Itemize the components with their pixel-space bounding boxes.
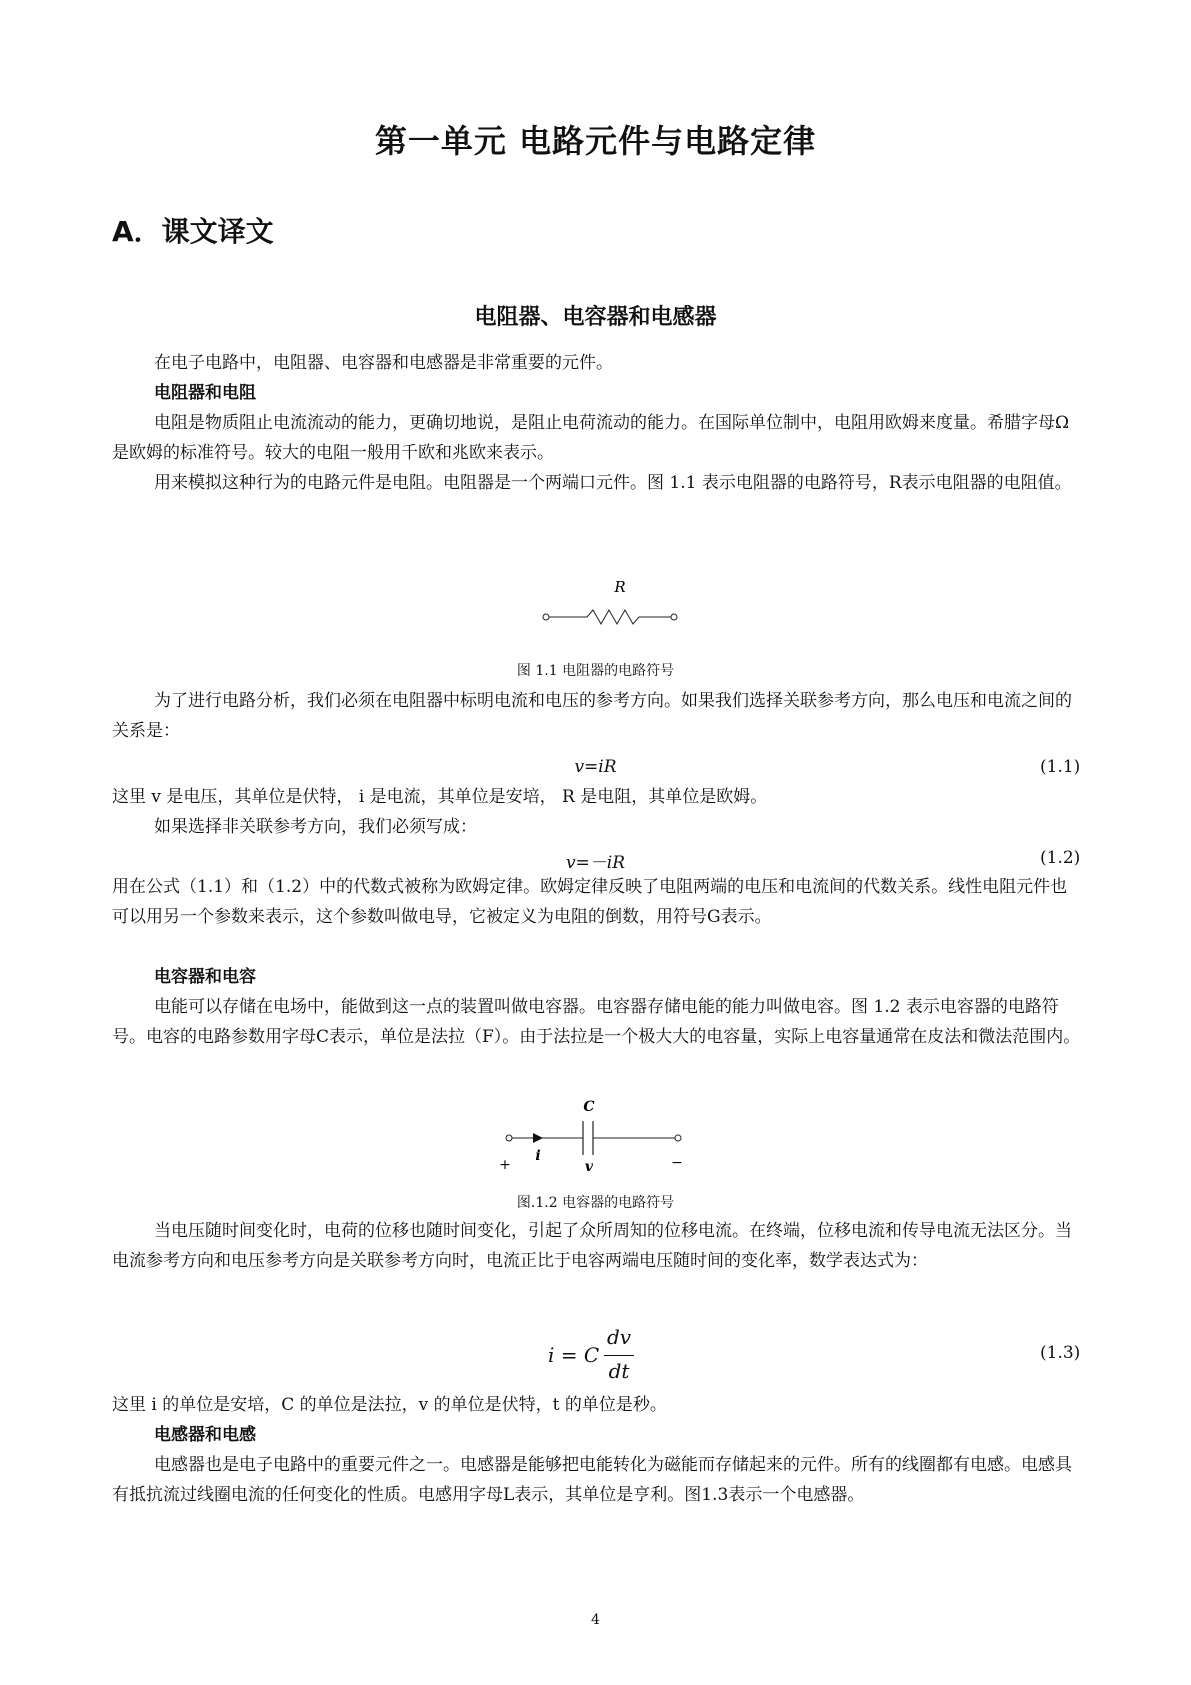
paragraph-reference-direction: 为了进行电路分析，我们必须在电阻器中标明电流和电压的参考方向。如果我们选择关联参考方向，那么电压和电流之间的关系是： [112, 691, 1072, 741]
paragraph-resistor-element: 用来模拟这种行为的电路元件是电阻。电阻器是一个两端口元件。图 1.1 表示电阻器的电路符号，R表示电阻器的电阻值。 [154, 473, 1072, 493]
equation-1-2-number: (1.2) [1040, 848, 1081, 868]
paragraph-capacitance: 电能可以存储在电场中，能做到这一点的装置叫做电容器。电容器存储电能的能力叫做电容。图 1.2 表示电容器的电路符号。电容的电路参数用字母C表示，单位是法拉（F）。由于法拉是一个极大大的电容量，实际上电容量通常在皮法和微法范围内。 [112, 997, 1081, 1047]
figure-1-2-caption: 图.1.2 电容器的电路符号 [516, 1195, 675, 1211]
figure-1-1-caption: 图 1.1 电阻器的电路符号 [516, 663, 675, 679]
equation-1-3-number: (1.3) [1040, 1343, 1081, 1363]
equation-1-1: v=iR [574, 757, 617, 777]
voltage-label: v [584, 1159, 594, 1175]
paragraph-resistance: 电阻是物质阻止电流流动的能力，更确切地说，是阻止电荷流动的能力。在国际单位制中，电阻用欧姆来度量。希腊字母Ω是欧姆的标准符号。较大的电阻一般用千欧和兆欧来表示。 [112, 413, 1070, 463]
intro-paragraph: 在电子电路中，电阻器、电容器和电感器是非常重要的元件。 [154, 353, 613, 373]
equation-1-3 [548, 1325, 748, 1385]
paragraph-inductance: 电感器也是电子电路中的重要元件之一。电感器是能够把电能转化为磁能而存储起来的元件。所有的线圈都有电感。电感具有抵抗流过线圈电流的任何变化的性质。电感用字母L表示，其单位是亨利。图1.3表示一个电感器。 [112, 1455, 1072, 1505]
capacitor-label: C [583, 1099, 595, 1115]
minus-sign: − [671, 1155, 683, 1171]
equation-1-3-lhs: i = C [548, 1343, 600, 1367]
article-title: 电阻器、电容器和电感器 [474, 305, 717, 330]
fraction-bar [604, 1355, 634, 1356]
subheading-capacitor: 电容器和电容 [154, 967, 256, 987]
page-number: 4 [591, 1612, 600, 1628]
resistor-symbol-figure [540, 575, 700, 630]
paragraph-ohms-law: 用在公式（1.1）和（1.2）中的代数式被称为欧姆定律。欧姆定律反映了电阻两端的电压和电流间的代数关系。线性电阻元件也可以用另一个参数来表示，这个参数叫做电导，它被定义为电阻的倒数，用符号G表示。 [112, 877, 1068, 927]
paragraph-nonassociated: 如果选择非关联参考方向，我们必须写成： [154, 817, 477, 837]
subheading-inductor: 电感器和电感 [154, 1425, 256, 1445]
paragraph-units: 这里 v 是电压，其单位是伏特， i 是电流，其单位是安培， R 是电阻，其单位是欧姆。 [112, 787, 768, 807]
equation-1-2: v=－iR [565, 853, 626, 873]
equation-1-1-number: (1.1) [1040, 757, 1081, 777]
capacitor-symbol-figure [495, 1095, 695, 1175]
subheading-resistor: 电阻器和电阻 [154, 383, 256, 403]
chapter-title: 第一单元 电路元件与电路定律 [374, 122, 817, 160]
equation-1-3-denominator: dt [608, 1359, 630, 1383]
plus-sign: + [499, 1157, 511, 1173]
equation-1-3-numerator: dv [606, 1325, 632, 1349]
current-label: i [535, 1148, 541, 1164]
section-title: A．课文译文 [112, 215, 274, 248]
paragraph-displacement-current: 当电压随时间变化时，电荷的位移也随时间变化，引起了众所周知的位移电流。在终端，位移电流和传导电流无法区分。当电流参考方向和电压参考方向是关联参考方向时，电流正比于电容两端电压随时间的变化率，数学表达式为： [112, 1221, 1072, 1271]
resistor-label: R [614, 578, 626, 596]
paragraph-capacitor-units: 这里 i 的单位是安培，C 的单位是法拉，v 的单位是伏特，t 的单位是秒。 [112, 1395, 667, 1415]
